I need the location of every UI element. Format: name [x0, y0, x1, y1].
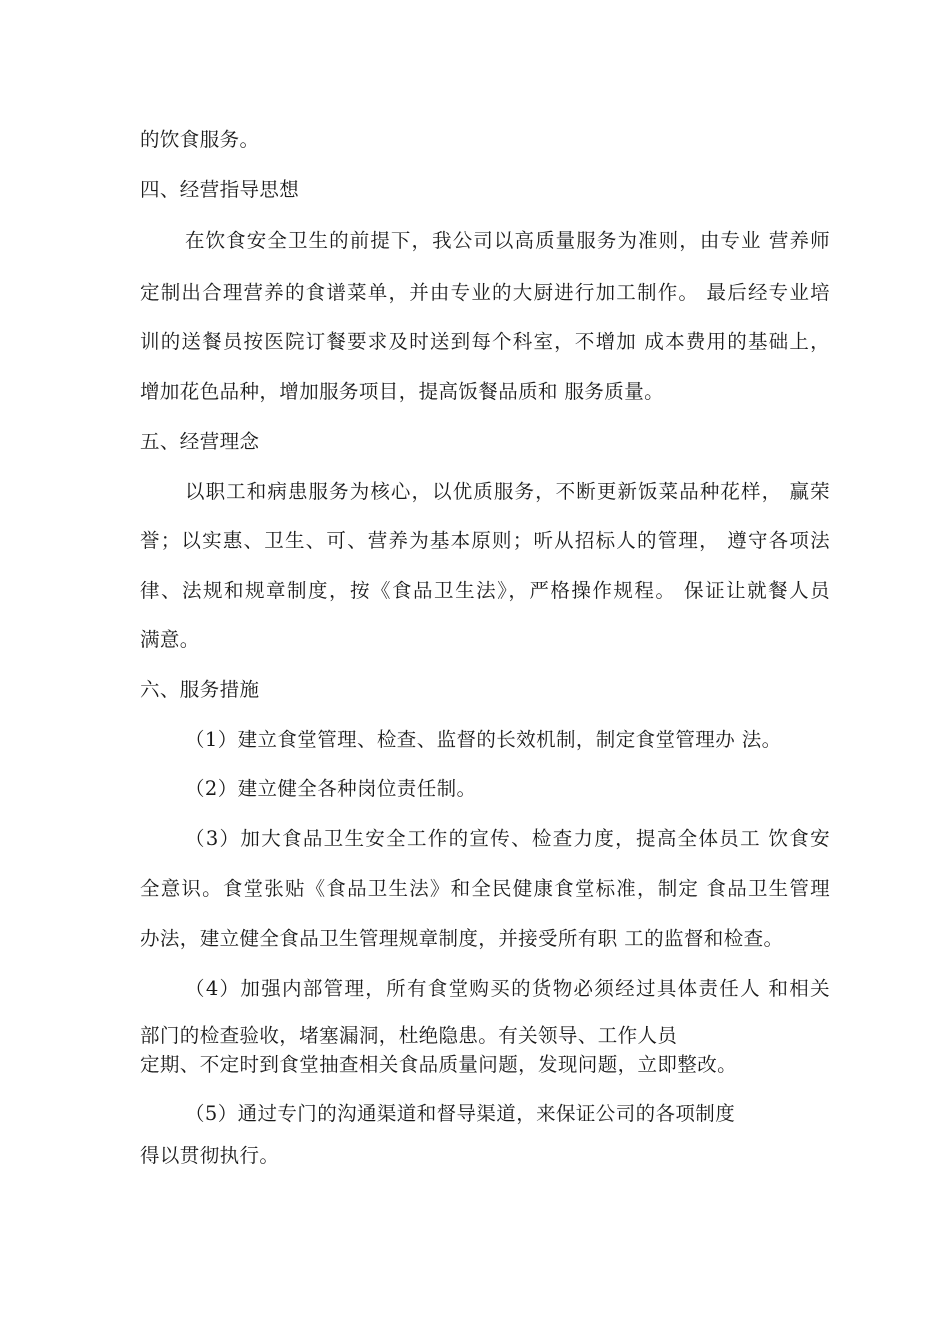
- measure-item-4: （4）加强内部管理，所有食堂购买的货物必须经过具体责任人 和相关: [185, 977, 830, 1000]
- paragraph-line: 部门的检查验收，堵塞漏洞，杜绝隐患。有关领导、工作人员: [140, 1024, 678, 1047]
- paragraph-line: 在饮食安全卫生的前提下，我公司以高质量服务为准则，由专业 营养师: [185, 229, 830, 252]
- paragraph-line: 得以贯彻执行。: [140, 1144, 280, 1167]
- measure-item-2: （2）建立健全各种岗位责任制。: [185, 777, 477, 800]
- measure-item-3: （3）加大食品卫生安全工作的宣传、检查力度，提高全体员工 饮食安: [185, 827, 830, 850]
- text-line-continuation: 的饮食服务。: [140, 128, 260, 151]
- measure-item-5: （5）通过专门的沟通渠道和督导渠道，来保证公司的各项制度: [185, 1102, 736, 1125]
- section-heading-guiding-thought: 四、经营指导思想: [140, 178, 300, 201]
- paragraph-line: 誉；以实惠、卫生、可、营养为基本原则；听从招标人的管理， 遵守各项法: [140, 529, 830, 552]
- paragraph-line: 增加花色品种，增加服务项目，提高饭餐品质和 服务质量。: [140, 380, 664, 403]
- section-heading-service-measures: 六、服务措施: [140, 678, 260, 701]
- measure-item-1: （1）建立食堂管理、检查、监督的长效机制，制定食堂管理办 法。: [185, 728, 782, 751]
- paragraph-line: 办法，建立健全食品卫生管理规章制度，并接受所有职 工的监督和检查。: [140, 927, 784, 950]
- paragraph-line: 满意。: [140, 628, 200, 651]
- paragraph-line: 定制出合理营养的食谱菜单，并由专业的大厨进行加工制作。 最后经专业培: [140, 281, 830, 304]
- paragraph-line: 训的送餐员按医院订餐要求及时送到每个科室，不增加 成本费用的基础上，: [140, 330, 830, 353]
- paragraph-line: 以职工和病患服务为核心，以优质服务，不断更新饭菜品种花样， 赢荣: [185, 480, 830, 503]
- paragraph-line: 定期、不定时到食堂抽查相关食品质量问题，发现问题，立即整改。: [140, 1053, 738, 1076]
- paragraph-line: 全意识。食堂张贴《食品卫生法》和全民健康食堂标准，制定 食品卫生管理: [140, 877, 830, 900]
- paragraph-line: 律、法规和规章制度，按《食品卫生法》，严格操作规程。 保证让就餐人员: [140, 579, 830, 602]
- section-heading-philosophy: 五、经营理念: [140, 430, 260, 453]
